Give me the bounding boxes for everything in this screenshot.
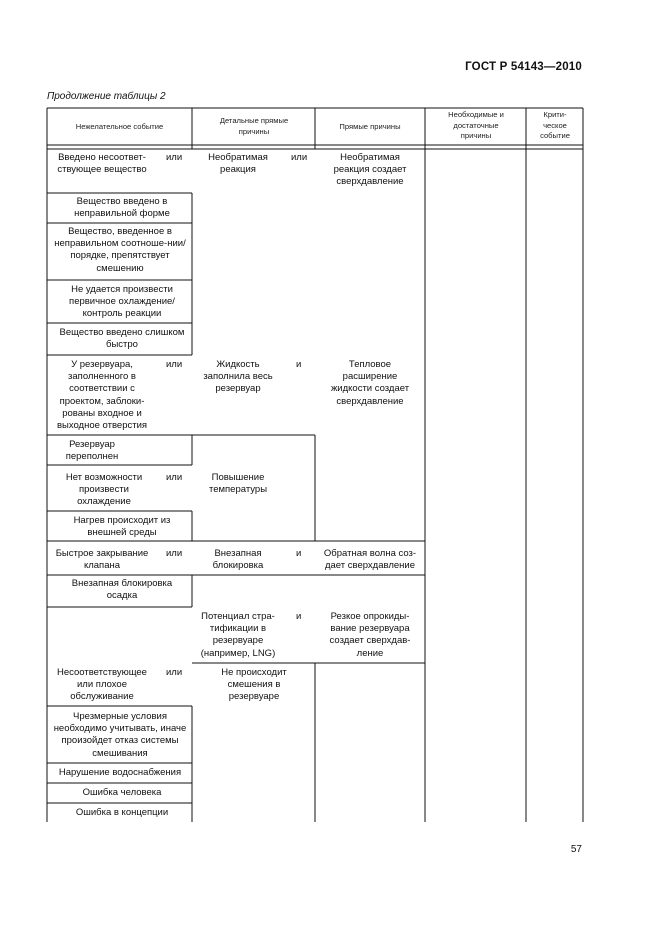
cause-no-mixing: Не происходит смешения в резервуаре [221,667,287,703]
column-header-direct-causes: Прямые причины [339,122,401,131]
cause-sudden-blockage: Внезапная блокировка [212,548,264,572]
column-header-critical-event: Крити-ческое событие [540,110,570,141]
connector-or: или [166,548,183,559]
event-concept-error: Ошибка в концепции [75,807,169,818]
event-external-heating: Нагрев происходит из внешней среды [73,515,171,539]
connector-and: и [296,548,302,559]
connector-or: или [166,152,183,163]
event-poor-maintenance: Несоответствующее или плохое обслуживание [57,667,147,703]
event-wrong-ratio: Вещество, введенное в неправильном соотноше-нии/порядке, препятствует смешению [54,226,186,274]
connector-or: или [166,667,183,678]
table-caption: Продолжение таблицы 2 [47,91,166,102]
column-header-detailed-direct-causes: Детальные прямые причины [219,116,289,136]
cause-irreversible-reaction: Необратимая реакция [208,152,268,176]
connector-and: и [296,611,302,622]
event-water-supply-failure: Нарушение водоснабжения [58,767,182,778]
event-cooling-failure: Не удается произвести первичное охлаждение/ контроль реакции [69,284,175,320]
connector-or: или [166,472,183,483]
column-header-necessary-sufficient-causes: Необходимые и достаточные причины [448,110,504,141]
event-no-cooling: Нет возможности произвести охлаждение [65,472,143,508]
page-number: 57 [570,844,582,855]
event-sediment-blockage: Внезапная блокировка осадка [71,578,173,602]
document-code: ГОСТ Р 54143—2010 [465,61,582,73]
connector-and: и [296,359,302,370]
event-tank-overfilled: Резервуар переполнен [65,439,119,463]
event-blocked-inlet-outlet: У резервуара, заполненного в соответствии с проектом, заблоки-рованы входное и выходное отверстия [56,359,148,432]
column-header-undesired-event: Нежелательное событие [75,122,164,131]
event-wrong-substance: Введено несоответ-ствующее вещество [57,152,147,176]
cause-liquid-filled-tank: Жидкость заполнила весь резервуар [203,359,273,395]
event-fast-valve-closing: Быстрое закрывание клапана [55,548,149,572]
event-excessive-conditions: Чрезмерные условия необходимо учитывать, иначе произойдет отказ системы смешивания [53,711,187,759]
cause-temperature-rise: Повышение температуры [208,472,268,496]
event-wrong-form: Вещество введено в неправильной форме [74,196,170,220]
direct-cause-backwave-overpressure: Обратная волна соз-дает сверхдавление [323,548,417,572]
connector-or: или [166,359,183,370]
event-too-fast: Вещество введено слишком быстро [59,327,185,351]
event-human-error: Ошибка человека [82,787,162,798]
cause-stratification-potential: Потенциал стра-тификации в резервуаре (например, LNG) [200,611,276,659]
direct-cause-thermal-expansion: Тепловое расширение жидкости создает сверхдавление [330,359,410,407]
direct-cause-tank-rollover: Резкое опрокиды-вание резервуара создает сверхдав-ление [329,611,411,659]
direct-cause-reaction-overpressure: Необратимая реакция создает сверхдавление [333,152,407,188]
connector-or: или [291,152,308,163]
